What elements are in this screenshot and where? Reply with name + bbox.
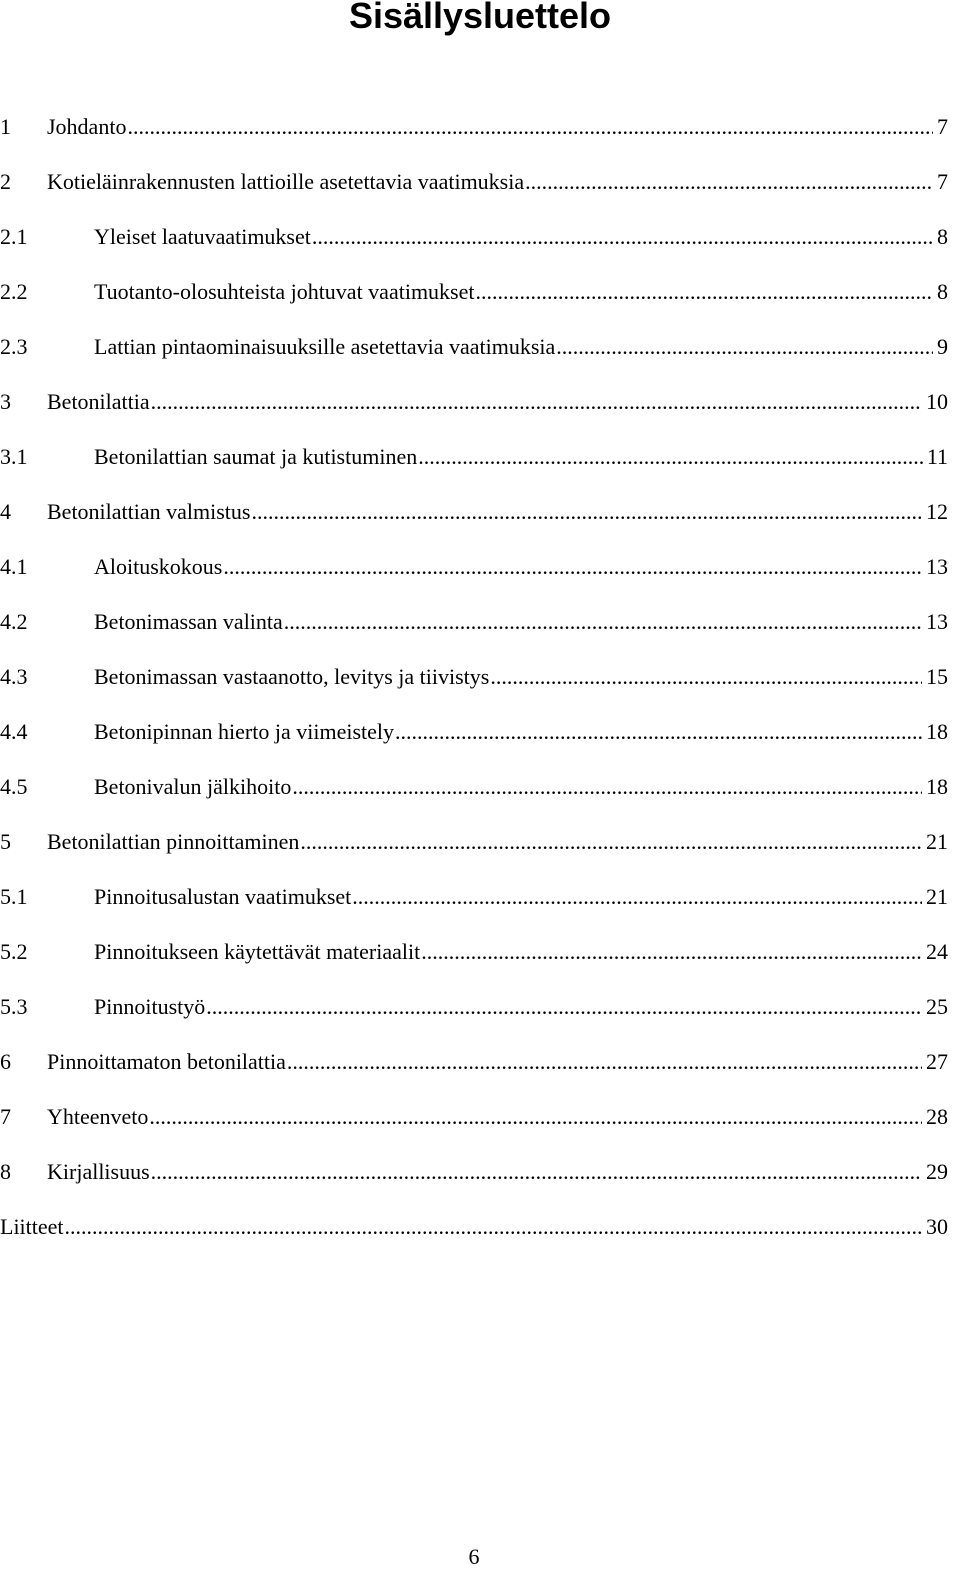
toc-entry-page: 27: [926, 1049, 948, 1074]
toc-entry-title: Pinnoitukseen käytettävät materiaalit: [94, 939, 421, 964]
toc-entry-title: Betonilattia: [47, 389, 150, 414]
toc-entry-number: 4.3: [0, 664, 28, 689]
dot-leader: [292, 770, 922, 804]
toc-entry-title: Liitteet: [0, 1214, 64, 1239]
dot-leader: [312, 220, 933, 254]
dot-leader: [476, 275, 934, 309]
dot-leader: [525, 165, 933, 199]
dot-leader: [556, 330, 933, 364]
toc-entry-title: Tuotanto-olosuhteista johtuvat vaatimukset: [94, 279, 475, 304]
dot-leader: [151, 1155, 922, 1189]
toc-entry-page: 18: [926, 719, 948, 744]
dot-leader: [421, 935, 922, 969]
toc-entry-number: 2.1: [0, 224, 28, 249]
toc-entry-4-5[interactable]: [0, 770, 948, 825]
toc-entry-2-1[interactable]: [0, 220, 948, 275]
toc-entry-number: 4.1: [0, 554, 28, 579]
toc-entry-page: 30: [926, 1214, 948, 1239]
toc-entry-number: 3: [0, 389, 11, 414]
dot-leader: [149, 1100, 922, 1134]
toc-entry-2-3[interactable]: [0, 330, 948, 385]
toc-entry-page: 21: [926, 884, 948, 909]
toc-entry-page: 21: [926, 829, 948, 854]
toc-entry-page: 8: [937, 224, 948, 249]
toc-entry-number: 4.5: [0, 774, 28, 799]
toc-entry-4[interactable]: [0, 495, 948, 550]
toc-entry-page: 8: [937, 279, 948, 304]
dot-leader: [65, 1210, 922, 1244]
toc-entry-number: 2.3: [0, 334, 28, 359]
toc-entry-title: Betonilattian pinnoittaminen: [47, 829, 300, 854]
toc-entry-number: 6: [0, 1049, 11, 1074]
toc-entry-title: Betonimassan vastaanotto, levitys ja tiivistys: [94, 664, 490, 689]
dot-leader: [251, 495, 922, 529]
toc-entry-4-3[interactable]: [0, 660, 948, 715]
toc-entry-page: 13: [926, 609, 948, 634]
toc-entry-page: 7: [937, 169, 948, 194]
toc-entry-title: Lattian pintaominaisuuksille asetettavia vaatimuksia: [94, 334, 556, 359]
toc-entry-number: 3.1: [0, 444, 28, 469]
toc-entry-number: 8: [0, 1159, 11, 1184]
toc-entry-page: 11: [926, 444, 948, 469]
toc-entry-3-1[interactable]: [0, 440, 948, 495]
toc-entry-title: Yhteenveto: [47, 1104, 149, 1129]
toc-entry-number: 5.1: [0, 884, 28, 909]
toc-entry-5-3[interactable]: [0, 990, 948, 1045]
toc-entry-page: 13: [926, 554, 948, 579]
toc-entry-title: Betonilattian valmistus: [47, 499, 251, 524]
toc-entry-5[interactable]: [0, 825, 948, 880]
dot-leader: [352, 880, 922, 914]
toc-entry-4-4[interactable]: [0, 715, 948, 770]
toc-entry-2-2[interactable]: [0, 275, 948, 330]
toc-entry-title: Kirjallisuus: [47, 1159, 150, 1184]
dot-leader: [300, 825, 922, 859]
toc-entry-5-1[interactable]: [0, 880, 948, 935]
dot-leader: [418, 440, 923, 474]
dot-leader: [223, 550, 922, 584]
page-title: Sisällysluettelo: [348, 0, 612, 36]
toc-entry-number: 2: [0, 169, 11, 194]
toc-entry-7[interactable]: [0, 1100, 948, 1155]
dot-leader: [284, 605, 922, 639]
toc-entry-5-2[interactable]: [0, 935, 948, 990]
toc-entry-title: Betonimassan valinta: [94, 609, 283, 634]
toc-entry-page: 24: [926, 939, 948, 964]
toc-entry-title: Aloituskokous: [94, 554, 223, 579]
toc-entry-appendices[interactable]: [0, 1210, 948, 1265]
toc-entry-title: Betonipinnan hierto ja viimeistely: [94, 719, 394, 744]
toc-entry-number: 5: [0, 829, 11, 854]
table-of-contents: [0, 110, 948, 1265]
dot-leader: [151, 385, 922, 419]
toc-entry-page: 9: [937, 334, 948, 359]
toc-entry-page: 18: [926, 774, 948, 799]
toc-entry-page: 28: [926, 1104, 948, 1129]
toc-entry-2[interactable]: [0, 165, 948, 220]
toc-entry-page: 12: [926, 499, 948, 524]
toc-entry-page: 7: [937, 114, 948, 139]
toc-entry-title: Yleiset laatuvaatimukset: [94, 224, 311, 249]
toc-entry-number: 2.2: [0, 279, 28, 304]
toc-entry-page: 25: [926, 994, 948, 1019]
toc-entry-number: 4: [0, 499, 11, 524]
toc-entry-title: Pinnoitusalustan vaatimukset: [94, 884, 352, 909]
dot-leader: [127, 110, 933, 144]
page-number: 6: [468, 1544, 480, 1569]
toc-entry-title: Pinnoittamaton betonilattia: [47, 1049, 286, 1074]
toc-entry-title: Kotieläinrakennusten lattioille asetettavia vaatimuksia: [47, 169, 525, 194]
toc-entry-page: 15: [926, 664, 948, 689]
toc-entry-number: 5.2: [0, 939, 28, 964]
toc-entry-page: 10: [926, 389, 948, 414]
dot-leader: [206, 990, 922, 1024]
toc-entry-title: Betonilattian saumat ja kutistuminen: [94, 444, 418, 469]
dot-leader: [490, 660, 922, 694]
toc-entry-number: 4.4: [0, 719, 28, 744]
toc-entry-title: Pinnoitustyö: [94, 994, 206, 1019]
toc-entry-8[interactable]: [0, 1155, 948, 1210]
dot-leader: [395, 715, 922, 749]
toc-entry-title: Johdanto: [47, 114, 127, 139]
toc-entry-number: 4.2: [0, 609, 28, 634]
toc-entry-number: 7: [0, 1104, 11, 1129]
toc-entry-4-1[interactable]: [0, 550, 948, 605]
toc-entry-6[interactable]: [0, 1045, 948, 1100]
toc-entry-page: 29: [926, 1159, 948, 1184]
toc-entry-number: 5.3: [0, 994, 28, 1019]
dot-leader: [287, 1045, 922, 1079]
toc-entry-1[interactable]: [0, 110, 948, 165]
toc-entry-4-2[interactable]: [0, 605, 948, 660]
toc-entry-number: 1: [0, 114, 11, 139]
toc-entry-title: Betonivalun jälkihoito: [94, 774, 292, 799]
toc-entry-3[interactable]: [0, 385, 948, 440]
